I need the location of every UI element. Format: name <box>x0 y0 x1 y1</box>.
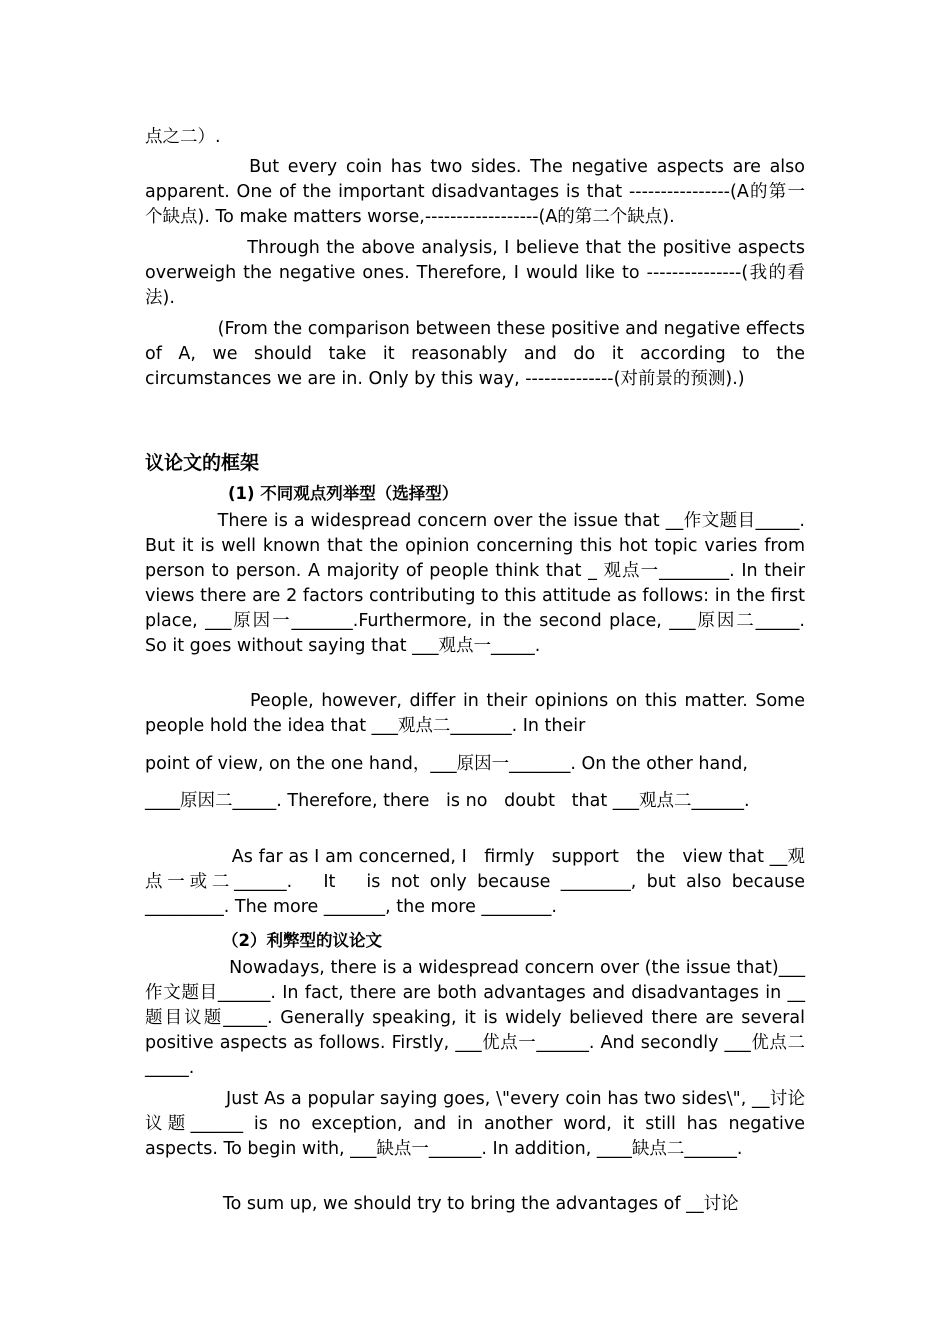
paragraph-type1-opposing: People, however, differ in their opinions on this matter. Some people hold the idea that ___观点二_______. In their <box>145 691 811 736</box>
heading-framework: 议论文的框架 <box>145 452 260 474</box>
paragraph-analysis: Through the above analysis, I believe that the positive aspects overweigh the negative ones. Therefore, I would like to ---------------(我的看法). <box>145 238 811 308</box>
paragraph-type1-conclusion: As far as I am concerned, I firmly support the view that __观点一或二______. It is not only because ________, but also because _________. The more _______, the more ________. <box>145 847 811 917</box>
paragraph-negative-aspects: But every coin has two sides. The negative aspects are also apparent. One of the important disadvantages is that ----------------(A的第一个缺点). To make matters worse,------------------(A的第二个缺点). <box>145 157 811 227</box>
paragraph-type1-opposing-line2: point of view, on the one hand，___原因一_______. On the other hand, <box>145 754 748 774</box>
paragraph-type1-intro: There is a widespread concern over the issue that __作文题目_____. But it is well known that the opinion concerning this hot topic varies from person to person. A majority of people think that _ 观点一________. In their views there are 2 factors contributing to this attitude as follows: in the first place, ___原因一_______.Furthermore, in the second place, ___原因二_____. So it goes without saying that ___观点一_____. <box>145 511 811 656</box>
paragraph-type2-negative: Just As a popular saying goes, \"every coin has two sides\", __讨论议题______ is no exception, and in another word, it still has negative aspects. To begin with, ___缺点一______. In addition, ____缺点二______. <box>145 1089 811 1159</box>
paragraph-type2-summary: To sum up, we should try to bring the advantages of __讨论 <box>145 1194 739 1214</box>
heading-type1: (1) 不同观点列举型（选择型） <box>228 484 459 503</box>
paragraph-type1-opposing-line3: ____原因二_____. Therefore, there is no doubt that ___观点二______. <box>145 791 750 811</box>
paragraph-type2-intro: Nowadays, there is a widespread concern over (the issue that)___作文题目______. In fact, there are both advantages and disadvantages in __题目议题_____. Generally speaking, it is widely believed there are several positive aspects as follows. Firstly, ___优点一______. And secondly ___优点二_____. <box>145 958 811 1078</box>
heading-type2: （2）利弊型的议论文 <box>222 931 382 950</box>
paragraph-continuation: 点之二）. <box>145 127 221 147</box>
paragraph-comparison: (From the comparison between these positive and negative effects of A, we should take it reasonably and do it according to the circumstances we are in. Only by this way, --------------(对前景的预测).) <box>145 319 811 389</box>
